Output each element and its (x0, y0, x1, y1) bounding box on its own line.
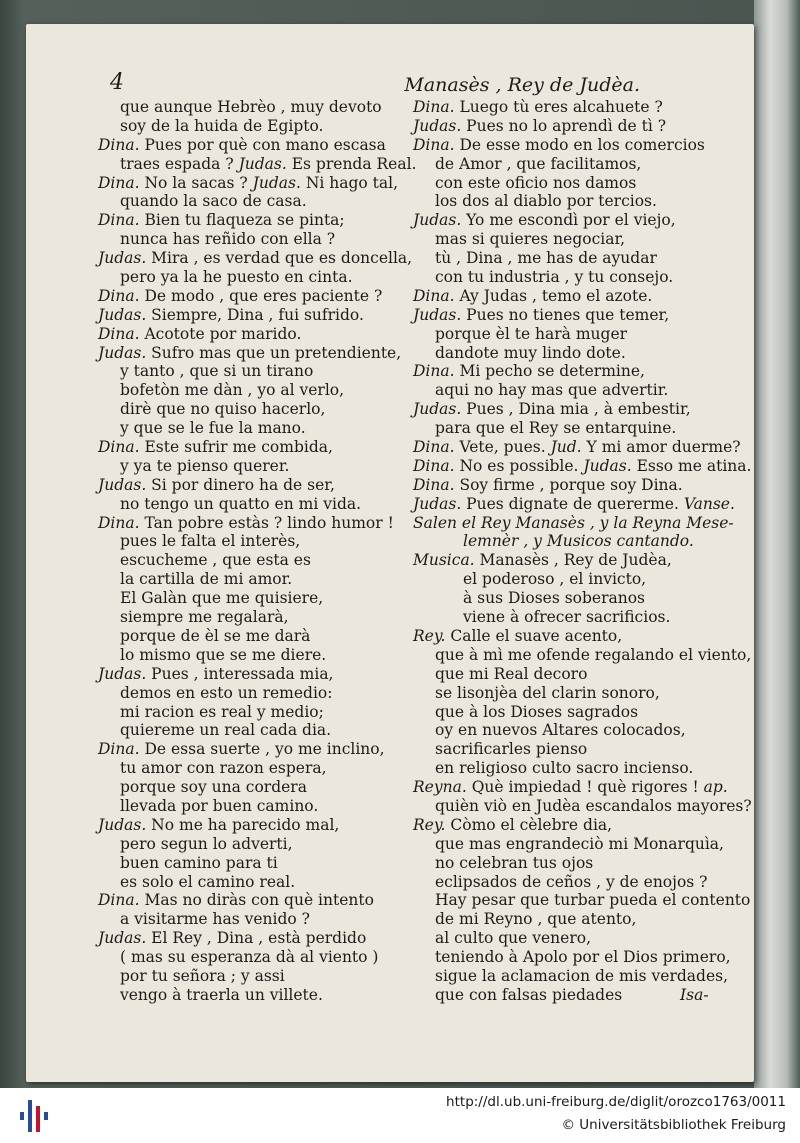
verse-text: eclipsados de ceños , y de enojos ? (435, 872, 708, 891)
verse-line (413, 98, 733, 117)
verse-text: Vete, pues. (454, 438, 551, 457)
verse-text: quando la saco de casa. (120, 192, 307, 211)
verse-line (413, 967, 733, 986)
verse-text: No la sacas ? (139, 173, 253, 192)
verse-line (413, 551, 733, 570)
verse-text: Acotote por marido. (139, 324, 302, 343)
verse-text: Pues , interessada mia, (146, 664, 334, 683)
speaker-name: Reyna. (413, 778, 467, 797)
verse-line (98, 230, 398, 249)
verse-line (98, 778, 398, 797)
speaker-name: Judas. (413, 116, 462, 135)
verse-text: tu amor con razon espera, (120, 759, 327, 778)
speaker-name: Dina. (413, 135, 455, 154)
verse-text: al culto que venero, (435, 929, 591, 948)
source-url[interactable]: http://dl.ub.uni-freiburg.de/diglit/orozco1763/0011 (446, 1094, 786, 1110)
verse-line (413, 495, 733, 514)
speaker-name: Rey. (413, 626, 446, 645)
speaker-name: Dina. (413, 286, 455, 305)
verse-text: quièn viò en Judèa escandalos mayores? (435, 796, 752, 815)
verse-text: de mi Reyno , que atento, (435, 910, 637, 929)
verse-line (98, 797, 398, 816)
verse-text: siempre me regalarà, (120, 608, 289, 627)
verse-line (98, 986, 398, 1005)
verse-line (98, 476, 398, 495)
verse-text: mi racion es real y medio; (120, 702, 324, 721)
verse-text: De modo , que eres paciente ? (139, 286, 383, 305)
verse-text: Pues dignate de quererme. (461, 494, 684, 513)
verse-line (98, 854, 398, 873)
verse-text: dirè que no quiso hacerlo, (120, 400, 326, 419)
verse-text: porque èl te harà muger (435, 324, 628, 343)
verse-line (98, 891, 398, 910)
verse-text: con tu industria , y tu consejo. (435, 268, 674, 287)
verse-text: Luego tù eres alcahuete ? (454, 98, 663, 116)
stage-direction: lemnèr , y Musicos cantando. (463, 532, 694, 551)
running-head (90, 70, 730, 98)
speaker-name: Judas. (98, 815, 147, 834)
verse-line (413, 344, 733, 363)
verse-line (98, 948, 398, 967)
speaker-name: Dina. (98, 513, 140, 532)
verse-line (98, 438, 398, 457)
library-logo-icon (14, 1096, 54, 1136)
verse-line (98, 570, 398, 589)
page-number: 4 (110, 70, 124, 95)
stage-direction: Jud. (550, 438, 582, 457)
verse-text: para que el Rey se entarquine. (435, 419, 677, 438)
speaker-name: Judas. (98, 343, 147, 362)
verse-text: No me ha parecido mal, (146, 815, 340, 834)
verse-text: Tan pobre estàs ? lindo humor ! (139, 513, 394, 532)
verse-text: Ay Judas , temo el azote. (454, 286, 653, 305)
verse-line (98, 967, 398, 986)
verse-line (413, 362, 733, 381)
verse-text: De esse modo en los comercios (454, 135, 705, 154)
verse-line (413, 948, 733, 967)
verse-text: Mas no diràs con què intento (139, 891, 374, 910)
left-column (98, 98, 417, 1005)
verse-line (413, 627, 733, 646)
verse-text: Sufro mas que un pretendiente, (146, 343, 402, 362)
verse-line (413, 514, 733, 533)
verse-line (413, 174, 733, 193)
speaker-name: Dina. (98, 891, 140, 910)
verse-line (98, 495, 398, 514)
speaker-name: Dina. (98, 740, 140, 759)
speaker-name: Dina. (413, 438, 455, 457)
verse-text: traes espada ? (120, 154, 239, 173)
verse-line (413, 400, 733, 419)
verse-line (98, 721, 398, 740)
verse-text: mas si quieres negociar, (435, 230, 626, 249)
verse-text: Què impiedad ! què rigores ! (466, 778, 704, 797)
verse-line (413, 703, 733, 722)
speaker-name: Judas. (413, 305, 462, 324)
verse-line (98, 589, 398, 608)
verse-line (413, 249, 733, 268)
catchword: Isa- (680, 986, 709, 1004)
verse-line (413, 910, 733, 929)
verse-line (98, 268, 398, 287)
verse-text: y que se le fue la mano. (120, 419, 306, 438)
verse-line (98, 381, 398, 400)
verse-text: viene à ofrecer sacrificios. (463, 608, 671, 627)
verse-line (413, 192, 733, 211)
verse-line (98, 665, 398, 684)
verse-line (413, 325, 733, 344)
verse-line (413, 211, 733, 230)
verse-line (413, 684, 733, 703)
verse-line (413, 854, 733, 873)
running-title: Manasès , Rey de Judèa. (404, 74, 640, 96)
verse-line (98, 646, 398, 665)
verse-line (98, 608, 398, 627)
verse-line (98, 910, 398, 929)
speaker-name: Judas. (413, 400, 462, 419)
verse-text: teniendo à Apolo por el Dios primero, (435, 948, 731, 967)
verse-text: Si por dinero ha de ser, (146, 475, 335, 494)
verse-text: Còmo el cèlebre dia, (445, 815, 613, 834)
verse-text: Hay pesar que turbar pueda el contento (435, 891, 751, 910)
verse-line (413, 570, 733, 589)
verse-line (98, 873, 398, 892)
verse-text: oy en nuevos Altares colocados, (435, 721, 686, 740)
verse-text: de Amor , que facilitamos, (435, 154, 642, 173)
verse-line (98, 325, 398, 344)
footer-bar (0, 1088, 800, 1143)
verse-line (98, 362, 398, 381)
verse-line (413, 268, 733, 287)
verse-text: que mi Real decoro (435, 664, 588, 683)
verse-line (98, 400, 398, 419)
verse-line (98, 835, 398, 854)
verse-text: escucheme , que esta es (120, 551, 311, 570)
verse-line (413, 419, 733, 438)
stage-direction: Judas. (238, 154, 287, 173)
stage-direction: Judas. (583, 456, 632, 475)
verse-text: y ya te pienso querer. (120, 456, 290, 475)
verse-text: no tengo un quatto en mi vida. (120, 494, 362, 513)
verse-text: demos en esto un remedio: (120, 683, 333, 702)
verse-text: Es prenda Real. (286, 154, 417, 173)
verse-text: tù , Dina , me has de ayudar (435, 249, 657, 268)
speaker-name: Dina. (98, 286, 140, 305)
speaker-name: Dina. (98, 438, 140, 457)
verse-text: el poderoso , el invicto, (463, 570, 647, 589)
speaker-name: Judas. (98, 664, 147, 683)
verse-text: Calle el suave acento, (445, 626, 623, 645)
verse-text: a visitarme has venido ? (120, 910, 310, 929)
verse-text: Pues no lo aprendì de tì ? (461, 116, 667, 135)
verse-text: Pues por què con mano escasa (139, 135, 386, 154)
stage-direction: Salen el Rey Manasès , y la Reyna Mese- (413, 513, 734, 532)
verse-text: pues le falta el interès, (120, 532, 301, 551)
speaker-name: Dina. (413, 475, 455, 494)
verse-line (98, 759, 398, 778)
verse-text: que à mì me ofende regalando el viento, (435, 645, 752, 664)
verse-text: Bien tu flaqueza se pinta; (139, 211, 345, 230)
verse-text: sigue la aclamacion de mis verdades, (435, 966, 729, 985)
verse-text: Y mi amor duerme? (581, 438, 741, 457)
verse-text: por tu señora ; y assi (120, 966, 285, 985)
verse-text: que mas engrandeciò mi Monarquìa, (435, 834, 724, 853)
verse-line (98, 174, 398, 193)
speaker-name: Rey. (413, 815, 446, 834)
verse-text: es solo el camino real. (120, 872, 296, 891)
verse-line (413, 835, 733, 854)
verse-text: que con falsas piedades (435, 985, 623, 1004)
verse-text: pero segun lo adverti, (120, 834, 293, 853)
verse-text: nunca has reñido con ella ? (120, 230, 336, 249)
speaker-name: Dina. (413, 456, 455, 475)
speaker-name: Dina. (98, 211, 140, 230)
speaker-name: Judas. (98, 475, 147, 494)
verse-line (413, 136, 733, 155)
verse-text: soy de la huida de Egipto. (120, 116, 324, 135)
verse-text: vengo à traerla un villete. (120, 985, 323, 1004)
verse-line (98, 419, 398, 438)
verse-text: Mira , es verdad que es doncella, (146, 249, 413, 268)
verse-line (98, 136, 398, 155)
scanner-edge (754, 0, 800, 1088)
verse-line (98, 551, 398, 570)
verse-text: Esso me atina. (631, 456, 752, 475)
verse-text: Este sufrir me combida, (139, 438, 333, 457)
verse-text: llevada por buen camino. (120, 796, 319, 815)
speaker-name: Dina. (413, 98, 455, 116)
verse-line (98, 306, 398, 325)
verse-line (413, 796, 752, 816)
speaker-name: Judas. (98, 249, 147, 268)
verse-text: El Galàn que me quisiere, (120, 589, 324, 608)
verse-text: quiereme un real cada dia. (120, 721, 332, 740)
speaker-name: Judas. (413, 211, 462, 230)
verse-text: buen camino para ti (120, 853, 278, 872)
verse-text: porque de èl se me darà (120, 626, 311, 645)
verse-line (413, 381, 733, 400)
stage-direction: Vanse. (683, 494, 735, 513)
verse-text: El Rey , Dina , està perdido (146, 929, 367, 948)
verse-line (413, 645, 752, 665)
verse-line (413, 721, 733, 740)
verse-text: lo mismo que se me diere. (120, 645, 327, 664)
verse-text: que à los Dioses sagrados (435, 702, 639, 721)
verse-line (413, 117, 733, 136)
verse-line (413, 873, 733, 892)
verse-line (413, 891, 751, 910)
verse-line (98, 703, 398, 722)
speaker-name: Dina. (98, 173, 140, 192)
speaker-name: Judas. (98, 929, 147, 948)
verse-line (413, 608, 733, 627)
verse-text: ( mas su esperanza dà al viento ) (120, 948, 379, 967)
verse-text: los dos al diablo por tercios. (435, 192, 657, 211)
verse-line (98, 343, 402, 363)
verse-line (413, 778, 733, 797)
stage-direction: ap. (703, 778, 728, 797)
verse-line (413, 438, 741, 457)
verse-line (98, 627, 398, 646)
verse-line (413, 532, 733, 551)
verse-text: no celebran tus ojos (435, 853, 594, 872)
verse-line (98, 740, 398, 759)
right-column (413, 98, 752, 1005)
verse-text: porque soy una cordera (120, 778, 307, 797)
verse-text: pero ya la he puesto en cinta. (120, 268, 353, 287)
verse-line (98, 211, 398, 230)
speaker-name: Judas. (413, 494, 462, 513)
verse-text: Pues , Dina mia , à embestir, (461, 400, 691, 419)
verse-line (98, 192, 398, 211)
speaker-name: Judas. (98, 305, 147, 324)
copyright-notice: © Universitätsbibliothek Freiburg (561, 1117, 786, 1133)
verse-line (98, 117, 398, 136)
verse-text: dandote muy lindo dote. (435, 343, 626, 362)
verse-line (98, 98, 398, 117)
verse-line (413, 665, 733, 684)
verse-line (413, 476, 733, 495)
verse-text: sacrificarles pienso (435, 740, 588, 759)
verse-line (413, 589, 733, 608)
speaker-name: Dina. (413, 362, 455, 381)
verse-text: la cartilla de mi amor. (120, 570, 293, 589)
verse-line (413, 456, 752, 476)
verse-text: Pues no tienes que temer, (461, 305, 670, 324)
verse-text: Yo me escondì por el viejo, (461, 211, 676, 230)
verse-text: con este oficio nos damos (435, 173, 637, 192)
verse-line (413, 287, 733, 306)
verse-line (98, 154, 417, 174)
verse-text: Ni hago tal, (300, 173, 399, 192)
verse-line (413, 929, 733, 948)
verse-text: Soy firme , porque soy Dina. (454, 475, 683, 494)
verse-line (413, 155, 733, 174)
verse-text: à sus Dioses soberanos (463, 589, 646, 608)
speaker-name: Dina. (98, 135, 140, 154)
verse-text: y tanto , que si un tirano (120, 362, 314, 381)
speaker-name: Dina. (98, 324, 140, 343)
verse-text: en religioso culto sacro incienso. (435, 759, 694, 778)
speaker-name: Musica. (413, 551, 475, 570)
verse-line (98, 514, 398, 533)
verse-text: se lisonjèa del clarin sonoro, (435, 683, 660, 702)
verse-line (98, 249, 413, 268)
verse-text: De essa suerte , yo me inclino, (139, 740, 385, 759)
verse-text: que aunque Hebrèo , muy devoto (120, 98, 382, 116)
verse-text: No es possible. (454, 456, 584, 475)
verse-line (413, 816, 733, 835)
verse-line (98, 287, 398, 306)
verse-text: aqui no hay mas que advertir. (435, 381, 669, 400)
verse-line (98, 929, 398, 948)
verse-line (413, 306, 733, 325)
verse-line (413, 230, 733, 249)
verse-line (98, 532, 398, 551)
verse-text: Mi pecho se determine, (454, 362, 645, 381)
verse-text: bofetòn me dàn , yo al verlo, (120, 381, 345, 400)
stage-direction: Judas. (252, 173, 301, 192)
verse-text: Manasès , Rey de Judèa, (474, 551, 672, 570)
verse-line (413, 740, 733, 759)
verse-line (98, 457, 398, 476)
verse-line (98, 684, 398, 703)
verse-text: Siempre, Dina , fui sufrido. (146, 305, 364, 324)
verse-line (98, 816, 398, 835)
verse-line (413, 759, 733, 778)
